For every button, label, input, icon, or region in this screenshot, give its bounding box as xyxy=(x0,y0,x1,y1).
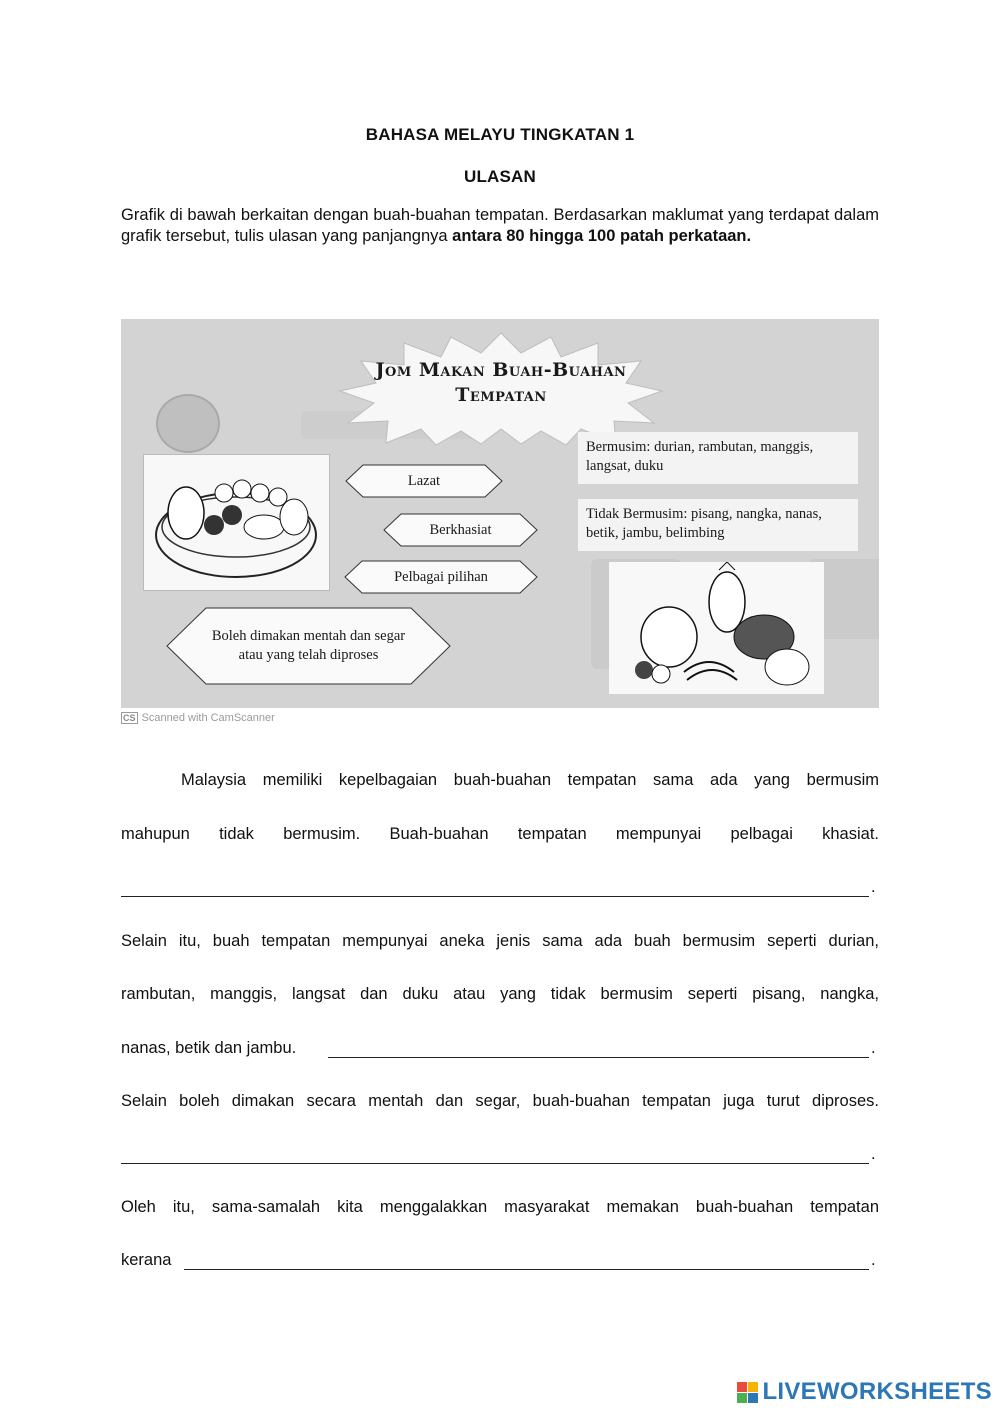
banner-title: Jom Makan Buah-Buahan xyxy=(375,359,627,381)
camscanner-icon: CS xyxy=(123,713,136,723)
fruit-basket-image xyxy=(143,454,330,591)
essay-p4-line1: Oleh itu, sama-samalah kita menggalakkan masyarakat memakan buah-buahan tempatan xyxy=(121,1198,879,1216)
fruit-infographic xyxy=(121,319,879,708)
instructions-word-count: antara 80 hingga 100 patah perkataan. xyxy=(452,227,752,245)
label-lazat: Lazat xyxy=(345,464,503,498)
essay-p4-line2: kerana xyxy=(121,1251,172,1269)
fruit-pile-image xyxy=(609,562,824,694)
page-subtitle: ULASAN xyxy=(463,167,537,186)
liveworksheets-logo[interactable]: LIVEWORKSHEETS xyxy=(737,1378,992,1406)
essay-p2-line2: rambutan, manggis, langsat dan duku atau yang tidak bermusim seperti pisang, nangka, xyxy=(121,985,879,1003)
label-boleh-dimakan: Boleh dimakan mentah dan segar atau yang telah diproses xyxy=(166,607,451,685)
child-illustration xyxy=(156,394,220,453)
label-berkhasiat: Berkhasiat xyxy=(383,513,538,547)
non-seasonal-fruits-box: Tidak Bermusim: pisang, nangka, nanas, betik, jambu, belimbing xyxy=(578,499,858,551)
answer-blank-1[interactable] xyxy=(121,896,869,897)
essay-p1-line2: mahupun tidak bermusim. Buah-buahan tempatan mempunyai pelbagai khasiat. xyxy=(121,825,879,843)
liveworksheets-icon xyxy=(737,1382,758,1403)
answer-blank-3[interactable] xyxy=(121,1163,869,1164)
banner-subtitle: Tempatan xyxy=(455,384,547,406)
essay-p1-line1: Malaysia memiliki kepelbagaian buah-buahan tempatan sama ada yang bermusim xyxy=(181,771,879,789)
instructions-text: Grafik di bawah berkaitan dengan buah-buahan tempatan. Berdasarkan maklumat yang terdapat dalam grafik tersebut, tulis ulasan yang panjangnya xyxy=(121,206,879,245)
essay-p2-line3: nanas, betik dan jambu. xyxy=(121,1039,297,1057)
instructions xyxy=(121,205,879,247)
essay-p2-line1: Selain itu, buah tempatan mempunyai aneka jenis sama ada buah bermusim seperti durian, xyxy=(121,932,879,950)
essay-p3-line1: Selain boleh dimakan secara mentah dan segar, buah-buahan tempatan juga turut diproses. xyxy=(121,1092,879,1110)
answer-blank-2[interactable] xyxy=(328,1057,869,1058)
seasonal-fruits-box: Bermusim: durian, rambutan, manggis, langsat, duku xyxy=(578,432,858,484)
page-title: BAHASA MELAYU TINGKATAN 1 xyxy=(365,125,635,144)
scanner-watermark: CS Scanned with CamScanner xyxy=(123,712,275,724)
label-pelbagai-pilihan: Pelbagai pilihan xyxy=(344,560,538,594)
answer-blank-4[interactable] xyxy=(184,1269,869,1270)
